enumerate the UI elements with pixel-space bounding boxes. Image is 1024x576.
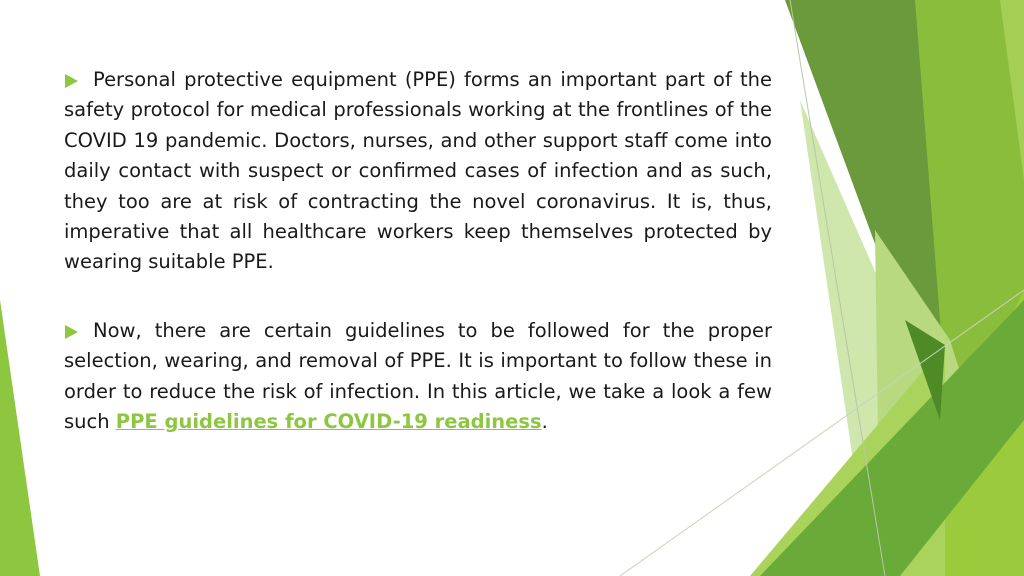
triangle-bullet-icon xyxy=(65,325,78,339)
bullet-paragraph-2 xyxy=(64,316,772,438)
ppe-guidelines-link[interactable]: PPE guidelines for COVID-19 readiness xyxy=(115,410,542,434)
bullet-paragraph-1 xyxy=(64,65,772,278)
left-green-sliver xyxy=(0,300,40,576)
slide-content xyxy=(64,65,772,437)
bullet-text-2-end: . xyxy=(541,410,548,434)
bullet-text-2: Now, there are certain guidelines to be followed for the proper selection, wearing, and removal of PPE. It is important to follow these in order to reduce the risk of infection. In this article, we take a look a few such xyxy=(64,318,772,434)
triangle-bullet-icon xyxy=(65,74,78,88)
bullet-text-1: Personal protective equipment (PPE) forms an important part of the safety protocol for medical professionals working at the frontlines of the COVID 19 pandemic. Doctors, nurses, and other support staff come into daily contact with suspect or confirmed cases of infection and as such, they too are at risk of contracting the novel coronavirus. It is, thus, imperative that all healthcare workers keep themselves protected by wearing suitable PPE. xyxy=(64,68,772,274)
